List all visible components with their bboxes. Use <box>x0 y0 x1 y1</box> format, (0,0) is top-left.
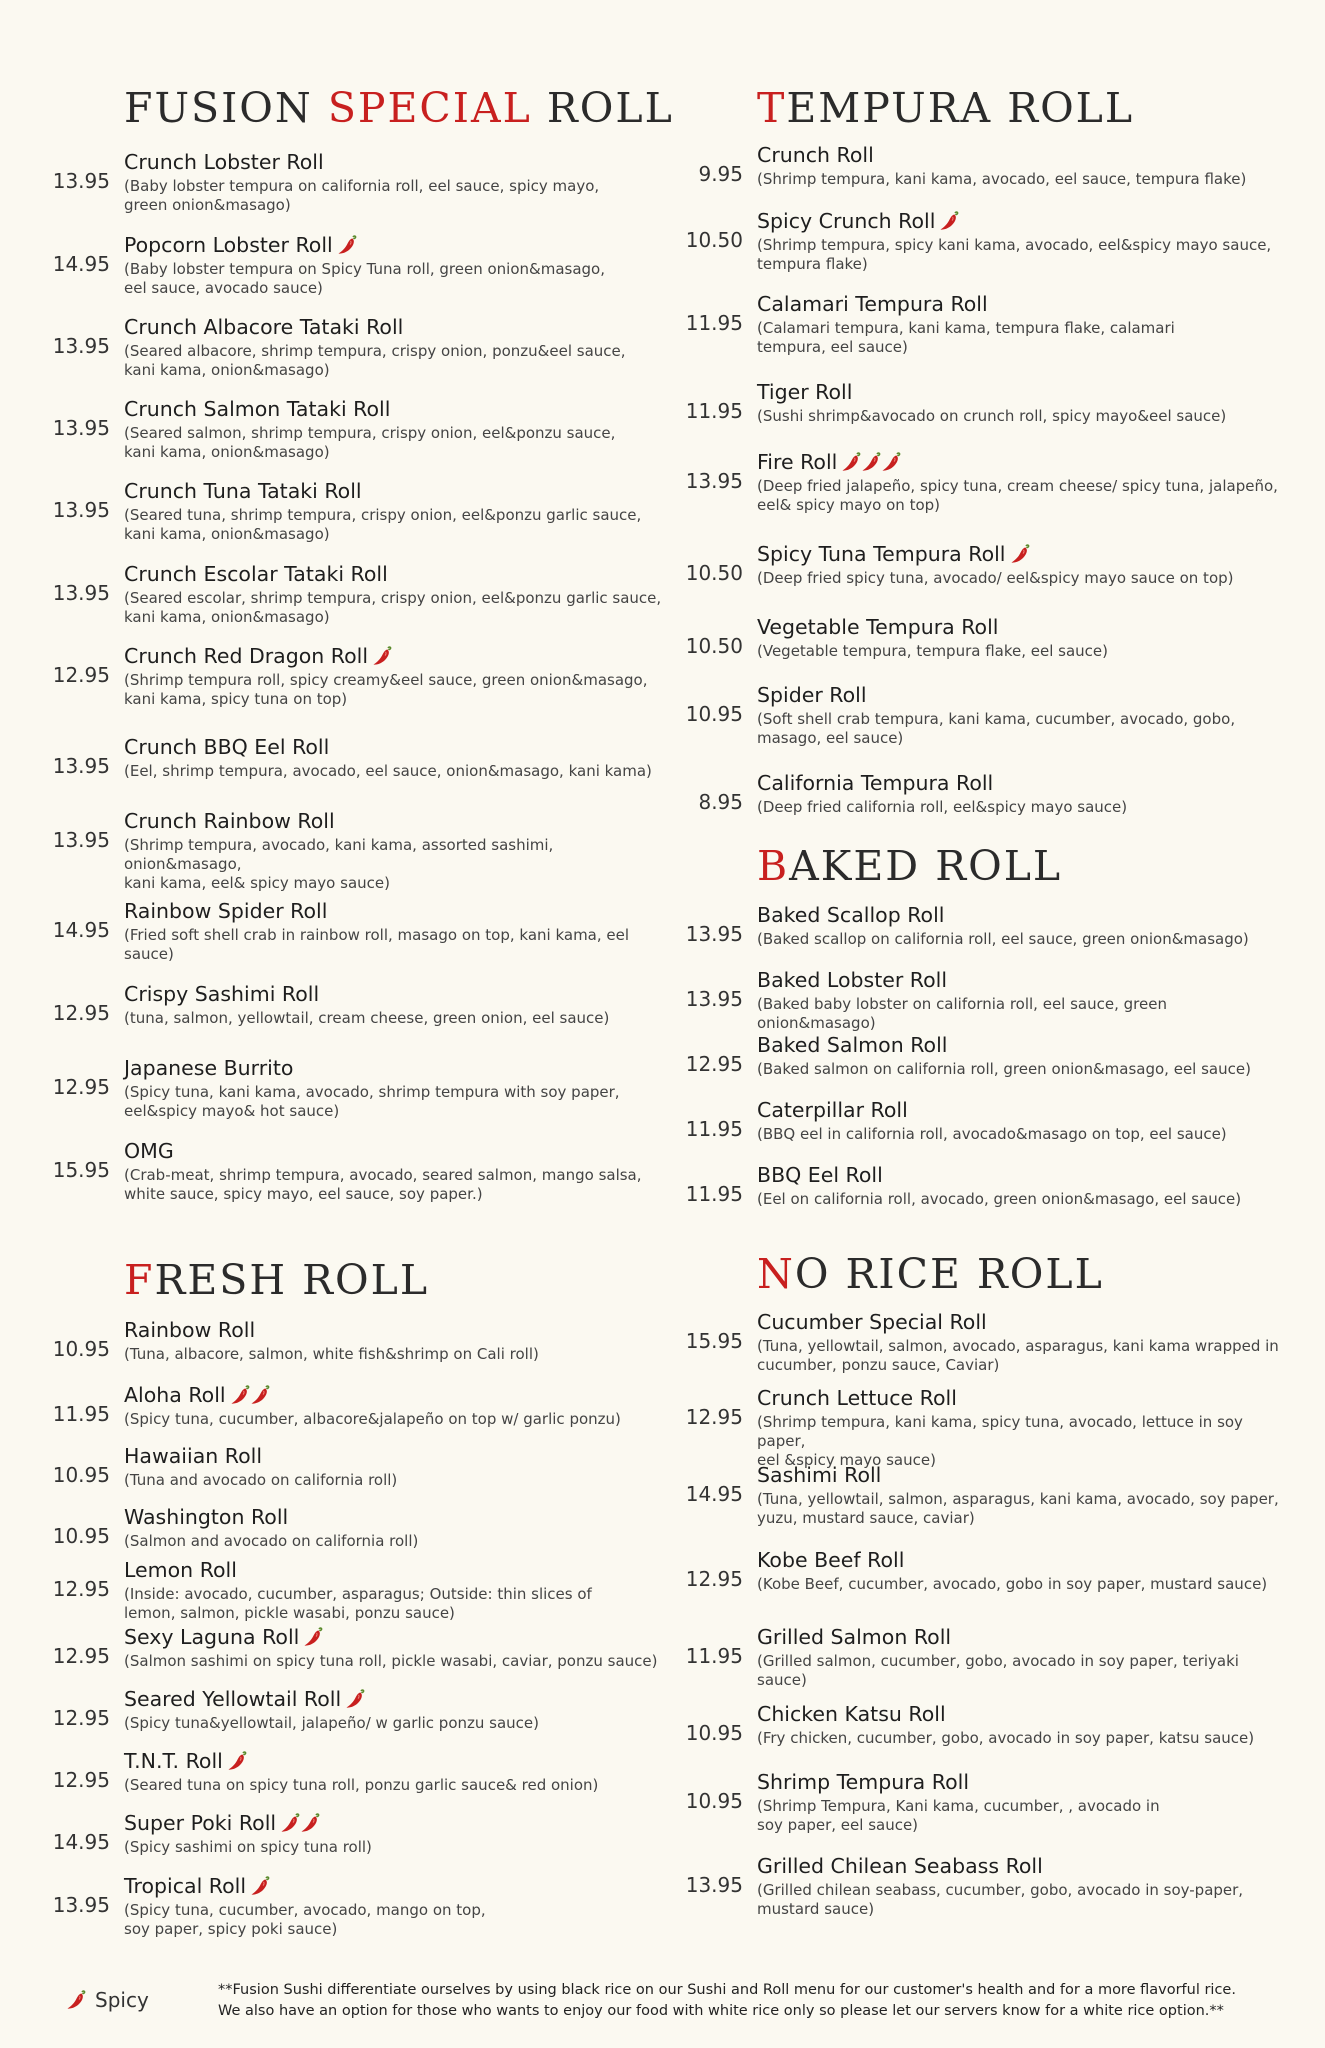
item-description: (Spicy tuna&yellowtail, jalapeño/ w garlic ponzu sauce) <box>124 1714 540 1732</box>
item-name-text: Crunch Lettuce Roll <box>757 1386 957 1410</box>
item-description: (Fry chicken, cucumber, gobo, avocado in soy paper, katsu sauce) <box>757 1729 1255 1747</box>
item-name-text: Rainbow Spider Roll <box>124 899 328 923</box>
item-name <box>757 1625 951 1649</box>
item-price: 12.95 <box>685 1052 743 1076</box>
item-name <box>124 1625 324 1649</box>
item-price: 14.95 <box>685 1482 743 1506</box>
item-name-text: Crunch Lobster Roll <box>124 150 324 174</box>
item-description: (Deep fried california roll, eel&spicy mayo sauce) <box>757 798 1128 816</box>
item-name <box>757 380 852 404</box>
item-name <box>757 1702 946 1726</box>
item-price: 15.95 <box>52 1158 110 1182</box>
spicy-legend-label: Spicy <box>95 1988 149 2012</box>
item-name-text: Crunch BBQ Eel Roll <box>124 735 330 759</box>
item-name-text: Crunch Escolar Tataki Roll <box>124 562 388 586</box>
item-name <box>124 644 393 668</box>
item-name <box>124 1505 288 1529</box>
item-description: (Seared tuna on spicy tuna roll, ponzu garlic sauce& red onion) <box>124 1776 599 1794</box>
item-name <box>124 315 403 339</box>
item-price: 13.95 <box>52 416 110 440</box>
item-name <box>757 615 999 639</box>
item-name <box>757 1098 908 1122</box>
item-description: (Kobe Beef, cucumber, avocado, gobo in soy paper, mustard sauce) <box>757 1575 1268 1593</box>
item-description: (Seared escolar, shrimp tempura, crispy onion, eel&ponzu garlic sauce, kani kama, onion&masago) <box>124 589 662 626</box>
item-name-text: Tiger Roll <box>757 380 853 404</box>
item-description: (Soft shell crab tempura, kani kama, cucumber, avocado, gobo, masago, eel sauce) <box>757 710 1236 747</box>
item-price: 10.95 <box>52 1337 110 1361</box>
item-price: 14.95 <box>52 1830 110 1854</box>
item-name-text: Calamari Tempura Roll <box>757 292 988 316</box>
item-name <box>757 903 944 927</box>
item-name-text: Crispy Sashimi Roll <box>124 982 320 1006</box>
item-description: (Tuna and avocado on california roll) <box>124 1471 398 1489</box>
item-price: 10.50 <box>685 561 743 585</box>
item-name-text: Baked Salmon Roll <box>757 1033 948 1057</box>
item-name-text: Crunch Albacore Tataki Roll <box>124 315 404 339</box>
item-description: (Deep fried jalapeño, spicy tuna, cream cheese/ spicy tuna, jalapeño, eel& spicy mayo on top) <box>757 477 1278 514</box>
item-price: 13.95 <box>52 498 110 522</box>
item-price: 14.95 <box>52 252 110 276</box>
item-name-text: Fire Roll <box>757 450 838 474</box>
item-price: 11.95 <box>52 1402 110 1426</box>
item-name <box>124 233 358 257</box>
item-name <box>124 1749 248 1773</box>
item-description: (Shrimp tempura, spicy kani kama, avocado, eel&spicy mayo sauce, tempura flake) <box>757 236 1272 273</box>
item-name-text: Crunch Rainbow Roll <box>124 809 335 833</box>
item-name-text: Vegetable Tempura Roll <box>757 615 999 639</box>
section-title-tempura: TEMPURA ROLL <box>757 84 1135 132</box>
item-name <box>757 1463 881 1487</box>
item-name-text: Super Poki Roll <box>124 1811 277 1835</box>
item-name-text: Spicy Tuna Tempura Roll <box>757 542 1006 566</box>
item-description: (Baked scallop on california roll, eel sauce, green onion&masago) <box>757 930 1249 948</box>
item-price: 12.95 <box>685 1405 743 1429</box>
item-name-text: Washington Roll <box>124 1505 289 1529</box>
item-price: 12.95 <box>52 1577 110 1601</box>
item-description: (Eel, shrimp tempura, avocado, eel sauce, onion&masago, kani kama) <box>124 762 652 780</box>
item-description: (BBQ eel in california roll, avocado&masago on top, eel sauce) <box>757 1125 1227 1143</box>
item-name-text: Lemon Roll <box>124 1558 237 1582</box>
item-description: (Grilled chilean seabass, cucumber, gobo, avocado in soy-paper, mustard sauce) <box>757 1881 1244 1918</box>
item-name-text: Crunch Red Dragon Roll <box>124 644 369 668</box>
chili-pepper-icon <box>840 451 862 473</box>
item-price: 14.95 <box>52 918 110 942</box>
item-name <box>757 209 960 233</box>
item-name-text: Hawaiian Roll <box>124 1444 263 1468</box>
item-name-text: Baked Scallop Roll <box>757 903 945 927</box>
item-price: 11.95 <box>685 399 743 423</box>
item-name <box>757 683 867 707</box>
item-name <box>757 1386 957 1410</box>
section-title-fusion: FUSION SPECIAL ROLL <box>124 84 674 132</box>
item-name <box>124 809 335 833</box>
item-name-text: Sashimi Roll <box>757 1463 882 1487</box>
item-price: 13.95 <box>52 334 110 358</box>
item-name-text: Spicy Crunch Roll <box>757 209 936 233</box>
item-name <box>124 735 329 759</box>
chili-pepper-icon <box>860 451 882 473</box>
item-description: (Shrimp Tempura, Kani kama, cucumber, , avocado in soy paper, eel sauce) <box>757 1797 1160 1834</box>
item-price: 11.95 <box>685 1644 743 1668</box>
item-name <box>124 397 390 421</box>
section-title-baked: BAKED ROLL <box>757 842 1063 890</box>
item-description: (Tuna, albacore, salmon, white fish&shrimp on Cali roll) <box>124 1345 539 1363</box>
item-price: 12.95 <box>52 1075 110 1099</box>
item-price: 13.95 <box>685 1873 743 1897</box>
item-price: 9.95 <box>698 162 743 186</box>
item-description: (Spicy sashimi on spicy tuna roll) <box>124 1838 372 1856</box>
item-price: 13.95 <box>52 754 110 778</box>
item-name-text: Rainbow Roll <box>124 1318 256 1342</box>
item-price: 10.95 <box>685 1789 743 1813</box>
item-name <box>757 1854 1043 1878</box>
item-description: (tuna, salmon, yellowtail, cream cheese, green onion, eel sauce) <box>124 1009 610 1027</box>
item-name <box>757 292 988 316</box>
chili-pepper-icon <box>302 1626 324 1648</box>
item-name <box>124 1558 237 1582</box>
chili-pepper-icon <box>249 1875 271 1897</box>
item-description: (Baby lobster tempura on california roll, eel sauce, spicy mayo, green onion&masago) <box>124 177 600 214</box>
item-description: (Spicy tuna, cucumber, albacore&jalapeño on top w/ garlic ponzu) <box>124 1410 621 1428</box>
item-price: 11.95 <box>685 1182 743 1206</box>
item-description: (Deep fried spicy tuna, avocado/ eel&spicy mayo sauce on top) <box>757 569 1234 587</box>
item-name-text: Kobe Beef Roll <box>757 1548 905 1572</box>
item-name-text: Popcorn Lobster Roll <box>124 233 333 257</box>
item-name <box>757 1033 947 1057</box>
chili-pepper-icon <box>65 1989 87 2011</box>
item-name-text: BBQ Eel Roll <box>757 1163 883 1187</box>
item-price: 10.95 <box>52 1463 110 1487</box>
chili-pepper-icon <box>1009 543 1031 565</box>
item-price: 8.95 <box>698 790 743 814</box>
item-price: 10.50 <box>685 634 743 658</box>
item-price: 12.95 <box>52 1001 110 1025</box>
footnote: **Fusion Sushi differentiate ourselves by using black rice on our Sushi and Roll menu for our customer's health and for a more flavorful rice. We also have an option for those who wants to enjoy our food with white rice only so please let our servers know for a white rice option.** <box>218 1982 1236 2019</box>
item-name-text: Sexy Laguna Roll <box>124 1625 300 1649</box>
item-price: 10.50 <box>685 228 743 252</box>
item-name <box>757 1310 987 1334</box>
item-name <box>757 450 902 474</box>
item-name-text: California Tempura Roll <box>757 771 994 795</box>
item-name-text: T.N.T. Roll <box>124 1749 223 1773</box>
item-name <box>124 899 327 923</box>
item-description: (Spicy tuna, cucumber, avocado, mango on top, soy paper, spicy poki sauce) <box>124 1901 486 1938</box>
item-description: (Shrimp tempura, avocado, kani kama, assorted sashimi, onion&masago, kani kama, eel& spicy mayo sauce) <box>124 836 554 892</box>
item-name-text: Grilled Chilean Seabass Roll <box>757 1854 1043 1878</box>
item-price: 11.95 <box>685 311 743 335</box>
item-description: (Baked salmon on california roll, green onion&masago, eel sauce) <box>757 1060 1251 1078</box>
item-name-text: Crunch Salmon Tataki Roll <box>124 397 391 421</box>
item-price: 12.95 <box>52 1644 110 1668</box>
item-description: (Salmon and avocado on california roll) <box>124 1532 419 1550</box>
item-price: 12.95 <box>52 663 110 687</box>
spicy-legend <box>62 1988 149 2012</box>
section-title-fresh: FRESH ROLL <box>124 1256 430 1304</box>
item-price: 10.95 <box>52 1524 110 1548</box>
item-name-text: Shrimp Tempura Roll <box>757 1770 970 1794</box>
item-price: 13.95 <box>685 987 743 1011</box>
item-name-text: Caterpillar Roll <box>757 1098 908 1122</box>
item-name-text: Japanese Burrito <box>124 1056 294 1080</box>
item-description: (Inside: avocado, cucumber, asparagus; Outside: thin slices of lemon, salmon, pickle wasabi, ponzu sauce) <box>124 1585 592 1622</box>
item-description: (Baked baby lobster on california roll, eel sauce, green onion&masago) <box>757 995 1167 1032</box>
item-name <box>124 150 324 174</box>
item-name <box>124 1874 271 1898</box>
chili-pepper-icon <box>371 645 393 667</box>
chili-pepper-icon <box>344 1688 366 1710</box>
item-name-text: Seared Yellowtail Roll <box>124 1687 342 1711</box>
item-name-text: Chicken Katsu Roll <box>757 1702 946 1726</box>
item-description: (Seared salmon, shrimp tempura, crispy onion, eel&ponzu sauce, kani kama, onion&masago) <box>124 424 616 461</box>
chili-pepper-icon <box>249 1384 271 1406</box>
chili-pepper-icon <box>880 451 902 473</box>
item-name <box>124 1687 366 1711</box>
item-description: (Fried soft shell crab in rainbow roll, masago on top, kani kama, eel sauce) <box>124 926 630 963</box>
chili-pepper-icon <box>229 1384 251 1406</box>
item-price: 15.95 <box>685 1329 743 1353</box>
item-price: 13.95 <box>52 828 110 852</box>
item-description: (Salmon sashimi on spicy tuna roll, pickle wasabi, caviar, ponzu sauce) <box>124 1652 658 1670</box>
item-name <box>124 1318 255 1342</box>
item-name-text: Cucumber Special Roll <box>757 1310 987 1334</box>
item-price: 12.95 <box>52 1768 110 1792</box>
item-description: (Sushi shrimp&avocado on crunch roll, spicy mayo&eel sauce) <box>757 407 1227 425</box>
item-name-text: Crunch Roll <box>757 143 874 167</box>
item-name <box>757 542 1031 566</box>
item-description: (Spicy tuna, kani kama, avocado, shrimp tempura with soy paper, eel&spicy mayo& hot sauce) <box>124 1083 620 1120</box>
item-price: 13.95 <box>52 169 110 193</box>
item-description: (Calamari tempura, kani kama, tempura flake, calamari tempura, eel sauce) <box>757 319 1175 356</box>
item-price: 13.95 <box>685 922 743 946</box>
item-description: (Tuna, yellowtail, salmon, avocado, asparagus, kani kama wrapped in cucumber, ponzu sauce, Caviar) <box>757 1337 1279 1374</box>
item-description: (Eel on california roll, avocado, green onion&masago, eel sauce) <box>757 1190 1242 1208</box>
item-price: 10.95 <box>685 1721 743 1745</box>
item-name <box>757 771 993 795</box>
item-name <box>757 1548 904 1572</box>
item-name <box>124 562 388 586</box>
item-name-text: Grilled Salmon Roll <box>757 1625 952 1649</box>
item-name <box>124 1056 293 1080</box>
item-price: 13.95 <box>52 581 110 605</box>
chili-pepper-icon <box>336 234 358 256</box>
item-description: (Vegetable tempura, tempura flake, eel sauce) <box>757 642 1108 660</box>
item-description: (Grilled salmon, cucumber, gobo, avocado in soy paper, teriyaki sauce) <box>757 1652 1239 1689</box>
item-description: (Seared tuna, shrimp tempura, crispy onion, eel&ponzu garlic sauce, kani kama, onion&masago) <box>124 506 642 543</box>
item-name <box>757 968 947 992</box>
item-price: 10.95 <box>685 702 743 726</box>
item-description: (Shrimp tempura, kani kama, spicy tuna, avocado, lettuce in soy paper, eel &spicy mayo sauce) <box>757 1413 1243 1469</box>
item-price: 11.95 <box>685 1117 743 1141</box>
item-description: (Shrimp tempura roll, spicy creamy&eel sauce, green onion&masago, kani kama, spicy tuna on top) <box>124 671 648 708</box>
item-description: (Crab-meat, shrimp tempura, avocado, seared salmon, mango salsa, white sauce, spicy mayo, eel sauce, soy paper.) <box>124 1166 642 1203</box>
item-name <box>124 1444 262 1468</box>
item-price: 12.95 <box>52 1706 110 1730</box>
item-name-text: OMG <box>124 1139 174 1163</box>
item-name <box>124 479 362 503</box>
item-name-text: Tropical Roll <box>124 1874 247 1898</box>
item-description: (Tuna, yellowtail, salmon, asparagus, kani kama, avocado, soy paper, yuzu, mustard sauce, caviar) <box>757 1490 1279 1527</box>
item-name <box>124 1383 271 1407</box>
chili-pepper-icon <box>226 1750 248 1772</box>
item-name <box>757 143 874 167</box>
item-description: (Shrimp tempura, kani kama, avocado, eel sauce, tempura flake) <box>757 170 1247 188</box>
item-name <box>757 1770 969 1794</box>
item-name <box>124 982 319 1006</box>
chili-pepper-icon <box>938 210 960 232</box>
section-title-norice: NO RICE ROLL <box>757 1250 1104 1298</box>
item-name <box>124 1811 321 1835</box>
item-name <box>757 1163 883 1187</box>
item-name <box>124 1139 174 1163</box>
item-name-text: Spider Roll <box>757 683 867 707</box>
chili-pepper-icon <box>299 1812 321 1834</box>
item-name-text: Baked Lobster Roll <box>757 968 948 992</box>
item-price: 12.95 <box>685 1567 743 1591</box>
chili-pepper-icon <box>279 1812 301 1834</box>
item-name-text: Crunch Tuna Tataki Roll <box>124 479 362 503</box>
item-description: (Seared albacore, shrimp tempura, crispy onion, ponzu&eel sauce, kani kama, onion&masago) <box>124 342 626 379</box>
item-price: 13.95 <box>52 1893 110 1917</box>
item-description: (Baby lobster tempura on Spicy Tuna roll, green onion&masago, eel sauce, avocado sauce) <box>124 260 606 297</box>
item-price: 13.95 <box>685 469 743 493</box>
item-name-text: Aloha Roll <box>124 1383 226 1407</box>
